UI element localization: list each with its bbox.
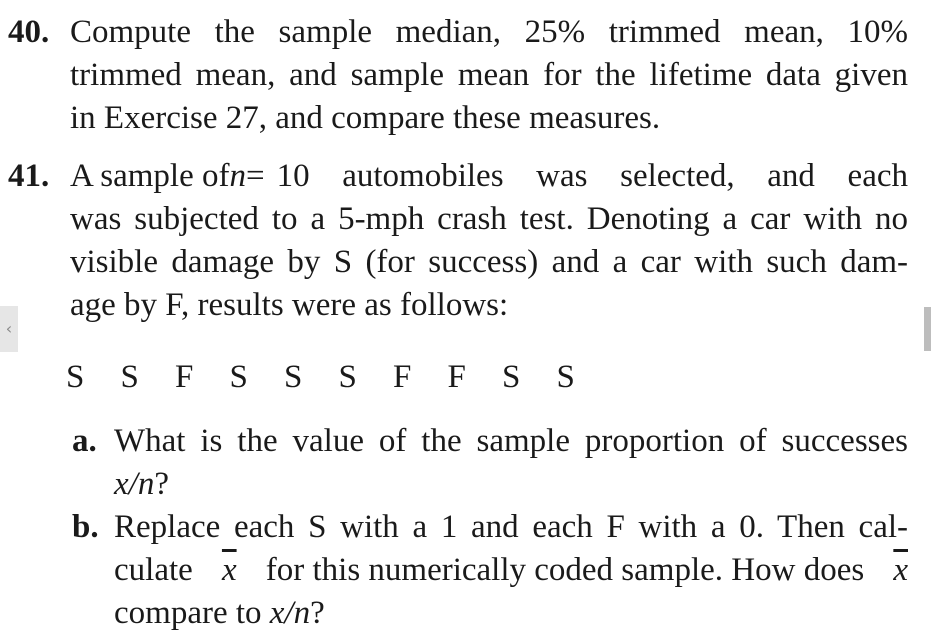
- exercise-number: 40.: [8, 14, 50, 50]
- exercise-40-line-2: trimmed mean, and sample mean for the lifetime data given: [70, 57, 908, 93]
- result-item: S: [66, 359, 85, 395]
- result-sequence: [66, 356, 611, 399]
- result-item: F: [447, 359, 466, 395]
- part-a-line-1: What is the value of the sample proportion of successes: [114, 423, 908, 459]
- question-mark: ?: [310, 595, 325, 631]
- variable-n: n: [229, 158, 246, 194]
- variable-x-over-n: x/n: [114, 466, 155, 502]
- question-mark: ?: [154, 466, 169, 502]
- part-b-line-3: [114, 592, 908, 635]
- result-item: S: [502, 359, 521, 395]
- exercise-number: 41.: [8, 158, 50, 194]
- variable-x-over-n: x/n: [269, 595, 311, 631]
- part-a-label: a.: [72, 423, 97, 459]
- exercise-40-line-1: Compute the sample median, 25% trimmed mean, 10%: [70, 14, 908, 50]
- x-bar-symbol: $\overline{x}$: [893, 552, 908, 588]
- exercise-41-line-1: [70, 155, 908, 198]
- chevron-left-icon[interactable]: ‹: [0, 306, 18, 352]
- result-item: S: [229, 359, 248, 395]
- text-segment: culate: [114, 552, 193, 588]
- exercise-41-line-3: visible damage by S (for success) and a car with such dam-: [70, 244, 908, 280]
- part-a-line-2: [114, 463, 908, 506]
- equals-sign: =: [245, 158, 265, 194]
- text-segment: compare to: [114, 595, 262, 631]
- text-segment: A sample of: [70, 158, 230, 194]
- text-segment: 10 automobiles was selected, and each: [276, 158, 908, 194]
- x-bar-symbol: $\overline{x}$: [221, 552, 237, 588]
- part-b-line-2: [114, 549, 908, 592]
- result-item: S: [120, 359, 139, 395]
- result-item: S: [338, 359, 357, 395]
- result-item: F: [175, 359, 194, 395]
- result-item: S: [556, 359, 575, 395]
- scroll-edge-icon[interactable]: [924, 307, 931, 351]
- exercise-40-line-3: in Exercise 27, and compare these measures.: [70, 100, 661, 136]
- text-segment: for this numerically coded sample. How does: [265, 552, 865, 588]
- result-item: S: [284, 359, 303, 395]
- exercise-41-line-4: age by F, results were as follows:: [70, 287, 509, 323]
- part-b-label: b.: [72, 509, 99, 545]
- part-b-line-1: Replace each S with a 1 and each F with a 0. Then cal-: [114, 509, 908, 545]
- exercise-41-line-2: was subjected to a 5-mph crash test. Denoting a car with no: [70, 201, 908, 237]
- result-item: F: [393, 359, 412, 395]
